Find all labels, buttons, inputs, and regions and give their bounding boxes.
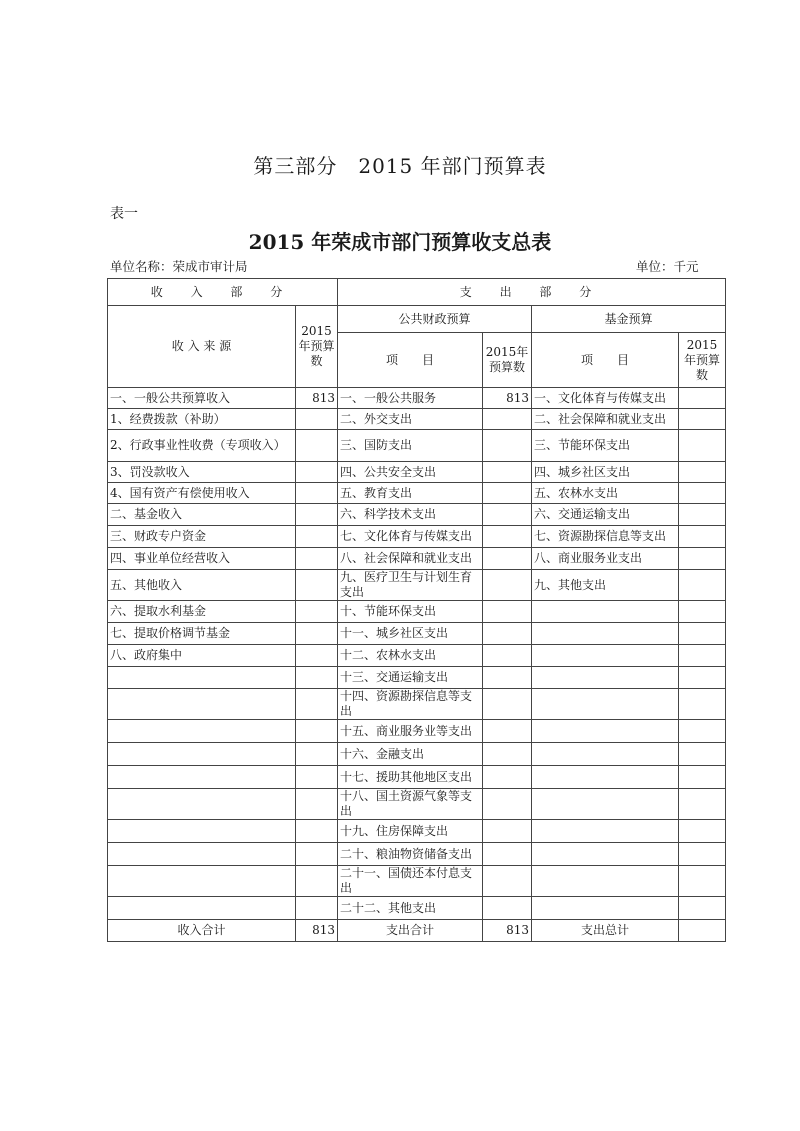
income-amount-cell: [296, 526, 338, 548]
income-cell: 2、行政事业性收费（专项收入）: [108, 430, 296, 462]
table-row: [108, 430, 726, 462]
income-cell: 1、经费拨款（补助）: [108, 409, 296, 430]
public-expense-item-cell: 二、外交支出: [338, 409, 483, 430]
income-cell: 4、国有资产有偿使用收入: [108, 483, 296, 504]
expense-total-amount: 813: [483, 920, 532, 942]
public-expense-amount-cell: [483, 897, 532, 920]
income-amount-cell: 813: [296, 388, 338, 409]
expense-total-label: 支出合计: [338, 920, 483, 942]
public-expense-item-cell: 十五、商业服务业等支出: [338, 720, 483, 743]
public-expense-amount-cell: [483, 570, 532, 601]
table-row: [108, 623, 726, 645]
fund-expense-amount-cell: [679, 526, 726, 548]
public-expense-item-cell: 二十二、其他支出: [338, 897, 483, 920]
public-expense-amount-cell: [483, 504, 532, 526]
fund-expense-amount-cell: [679, 766, 726, 789]
public-expense-item-cell: 十二、农林水支出: [338, 645, 483, 667]
fund-expense-item-cell: [532, 645, 679, 667]
income-cell: 二、基金收入: [108, 504, 296, 526]
fund-expense-item-cell: 五、农林水支出: [532, 483, 679, 504]
income-cell: [108, 789, 296, 820]
fund-expense-amount-cell: [679, 462, 726, 483]
income-cell: 八、政府集中: [108, 645, 296, 667]
public-expense-amount-cell: [483, 789, 532, 820]
fund-expense-amount-cell: [679, 388, 726, 409]
public-expense-item-cell: 十、节能环保支出: [338, 601, 483, 623]
fund-expense-amount-cell: [679, 409, 726, 430]
public-expense-amount-cell: [483, 743, 532, 766]
income-cell: [108, 689, 296, 720]
public-expense-amount-cell: [483, 689, 532, 720]
public-expense-amount-cell: [483, 462, 532, 483]
expense-part-header: 支 出 部 分: [338, 279, 726, 306]
public-expense-item-cell: 九、医疗卫生与计划生育支出: [338, 570, 483, 601]
fund-expense-item-cell: 八、商业服务业支出: [532, 548, 679, 570]
table-row: [108, 483, 726, 504]
fund-budget-header: 基金预算: [532, 306, 726, 333]
income-amount-cell: [296, 409, 338, 430]
income-cell: [108, 720, 296, 743]
table-row: [108, 526, 726, 548]
public-expense-item-cell: 十六、金融支出: [338, 743, 483, 766]
fund-expense-amount-cell: [679, 689, 726, 720]
table-row: [108, 766, 726, 789]
public-expense-item-cell: 七、文化体育与传媒支出: [338, 526, 483, 548]
table-row: [108, 548, 726, 570]
public-expense-amount-cell: [483, 720, 532, 743]
income-amount-cell: [296, 689, 338, 720]
fund-expense-amount-cell: [679, 843, 726, 866]
table-row: [108, 645, 726, 667]
fund-expense-amount-cell: [679, 720, 726, 743]
income-cell: 3、罚没款收入: [108, 462, 296, 483]
table-row: [108, 601, 726, 623]
income-amount-cell: [296, 483, 338, 504]
income-amount-cell: [296, 866, 338, 897]
income-cell: [108, 866, 296, 897]
fund-expense-item-cell: [532, 743, 679, 766]
fund-expense-amount-cell: [679, 866, 726, 897]
income-amount-cell: [296, 548, 338, 570]
income-cell: [108, 843, 296, 866]
fund-expense-item-cell: 一、文化体育与传媒支出: [532, 388, 679, 409]
income-amount-cell: [296, 430, 338, 462]
table-row: [108, 820, 726, 843]
fund-expense-item-cell: 二、社会保障和就业支出: [532, 409, 679, 430]
table-row: [108, 720, 726, 743]
income-total-amount: 813: [296, 920, 338, 942]
income-total-label: 收入合计: [108, 920, 296, 942]
fund-expense-item-cell: 四、城乡社区支出: [532, 462, 679, 483]
expense-grand-total-amount: [679, 920, 726, 942]
fund-expense-item-cell: [532, 820, 679, 843]
fund-expense-item-cell: [532, 766, 679, 789]
table-label: 表一: [110, 206, 138, 222]
table-title: 2015 年荣成市部门预算收支总表: [248, 230, 552, 254]
fund-expense-amount-cell: [679, 789, 726, 820]
income-amount-cell: [296, 667, 338, 689]
public-expense-amount-cell: [483, 548, 532, 570]
income-cell: 七、提取价格调节基金: [108, 623, 296, 645]
income-cell: [108, 820, 296, 843]
fund-expense-amount-cell: [679, 667, 726, 689]
public-expense-amount-cell: [483, 409, 532, 430]
fund-expense-item-cell: [532, 843, 679, 866]
unit-measure: 单位：千元: [636, 259, 699, 274]
public-expense-amount-cell: [483, 820, 532, 843]
public-expense-item-cell: 一、一般公共服务: [338, 388, 483, 409]
fund-expense-amount-cell: [679, 645, 726, 667]
public-expense-item-cell: 十一、城乡社区支出: [338, 623, 483, 645]
fund-expense-item-cell: [532, 667, 679, 689]
public-budget-header: 公共财政预算: [338, 306, 532, 333]
public-expense-item-cell: 二十一、国债还本付息支出: [338, 866, 483, 897]
public-expense-amount-cell: [483, 645, 532, 667]
table-row: [108, 897, 726, 920]
public-expense-item-cell: 十三、交通运输支出: [338, 667, 483, 689]
public-expense-amount-cell: 813: [483, 388, 532, 409]
income-cell: 五、其他收入: [108, 570, 296, 601]
table-row: [108, 743, 726, 766]
fund-expense-item-cell: 九、其他支出: [532, 570, 679, 601]
public-expense-item-cell: 十九、住房保障支出: [338, 820, 483, 843]
income-amount-cell: [296, 504, 338, 526]
fund-expense-item-cell: 七、资源勘探信息等支出: [532, 526, 679, 548]
table-row: [108, 789, 726, 820]
public-expense-item-cell: 六、科学技术支出: [338, 504, 483, 526]
income-budget-header: 2015年预算数: [296, 306, 338, 388]
table-row: [108, 570, 726, 601]
income-amount-cell: [296, 843, 338, 866]
table-row: [108, 409, 726, 430]
fund-expense-item-cell: [532, 720, 679, 743]
public-expense-item-cell: 四、公共安全支出: [338, 462, 483, 483]
income-amount-cell: [296, 623, 338, 645]
public-expense-item-cell: 十八、国土资源气象等支出: [338, 789, 483, 820]
table-row: [108, 866, 726, 897]
fund-expense-amount-cell: [679, 623, 726, 645]
public-expense-amount-cell: [483, 601, 532, 623]
public-expense-item-cell: 十七、援助其他地区支出: [338, 766, 483, 789]
fund-expense-item-cell: [532, 601, 679, 623]
fund-expense-amount-cell: [679, 743, 726, 766]
public-expense-amount-cell: [483, 667, 532, 689]
public-expense-item-cell: 八、社会保障和就业支出: [338, 548, 483, 570]
public-expense-item-cell: 十四、资源勘探信息等支出: [338, 689, 483, 720]
fund-expense-item-cell: [532, 866, 679, 897]
fund-expense-amount-cell: [679, 430, 726, 462]
income-amount-cell: [296, 766, 338, 789]
income-amount-cell: [296, 720, 338, 743]
table-row: [108, 843, 726, 866]
public-expense-amount-cell: [483, 483, 532, 504]
income-amount-cell: [296, 645, 338, 667]
public-amount-header: 2015年预算数: [483, 333, 532, 388]
fund-expense-amount-cell: [679, 897, 726, 920]
income-cell: 三、财政专户资金: [108, 526, 296, 548]
table-row: [108, 388, 726, 409]
expense-grand-total-label: 支出总计: [532, 920, 679, 942]
income-source-header: 收 入 来 源: [108, 306, 296, 388]
public-expense-amount-cell: [483, 430, 532, 462]
income-cell: [108, 766, 296, 789]
public-expense-amount-cell: [483, 766, 532, 789]
table-row: [108, 689, 726, 720]
public-expense-amount-cell: [483, 843, 532, 866]
income-amount-cell: [296, 601, 338, 623]
public-expense-amount-cell: [483, 866, 532, 897]
fund-expense-amount-cell: [679, 820, 726, 843]
public-expense-item-cell: 二十、粮油物资储备支出: [338, 843, 483, 866]
fund-expense-item-cell: 六、交通运输支出: [532, 504, 679, 526]
income-cell: [108, 667, 296, 689]
fund-expense-amount-cell: [679, 483, 726, 504]
fund-expense-amount-cell: [679, 601, 726, 623]
income-cell: [108, 743, 296, 766]
part-title: 第三部分 2015 年部门预算表: [253, 154, 547, 178]
income-part-header: 收 入 部 分: [108, 279, 338, 306]
fund-expense-item-cell: [532, 623, 679, 645]
income-amount-cell: [296, 743, 338, 766]
public-expense-item-cell: 五、教育支出: [338, 483, 483, 504]
table-row: [108, 667, 726, 689]
public-item-header: 项 目: [338, 333, 483, 388]
table-row: [108, 504, 726, 526]
income-amount-cell: [296, 897, 338, 920]
income-cell: 四、事业单位经营收入: [108, 548, 296, 570]
fund-amount-header: 2015年预算数: [679, 333, 726, 388]
fund-expense-item-cell: [532, 689, 679, 720]
fund-expense-amount-cell: [679, 548, 726, 570]
table-row: [108, 462, 726, 483]
income-amount-cell: [296, 462, 338, 483]
public-expense-amount-cell: [483, 526, 532, 548]
fund-expense-item-cell: [532, 789, 679, 820]
fund-expense-item-cell: [532, 897, 679, 920]
fund-expense-item-cell: 三、节能环保支出: [532, 430, 679, 462]
public-expense-item-cell: 三、国防支出: [338, 430, 483, 462]
budget-summary-table: [107, 278, 726, 942]
unit-name: 单位名称：荣成市审计局: [110, 259, 248, 274]
fund-item-header: 项 目: [532, 333, 679, 388]
fund-expense-amount-cell: [679, 504, 726, 526]
income-amount-cell: [296, 570, 338, 601]
income-amount-cell: [296, 820, 338, 843]
public-expense-amount-cell: [483, 623, 532, 645]
income-amount-cell: [296, 789, 338, 820]
income-cell: [108, 897, 296, 920]
income-cell: 一、一般公共预算收入: [108, 388, 296, 409]
fund-expense-amount-cell: [679, 570, 726, 601]
income-cell: 六、提取水利基金: [108, 601, 296, 623]
